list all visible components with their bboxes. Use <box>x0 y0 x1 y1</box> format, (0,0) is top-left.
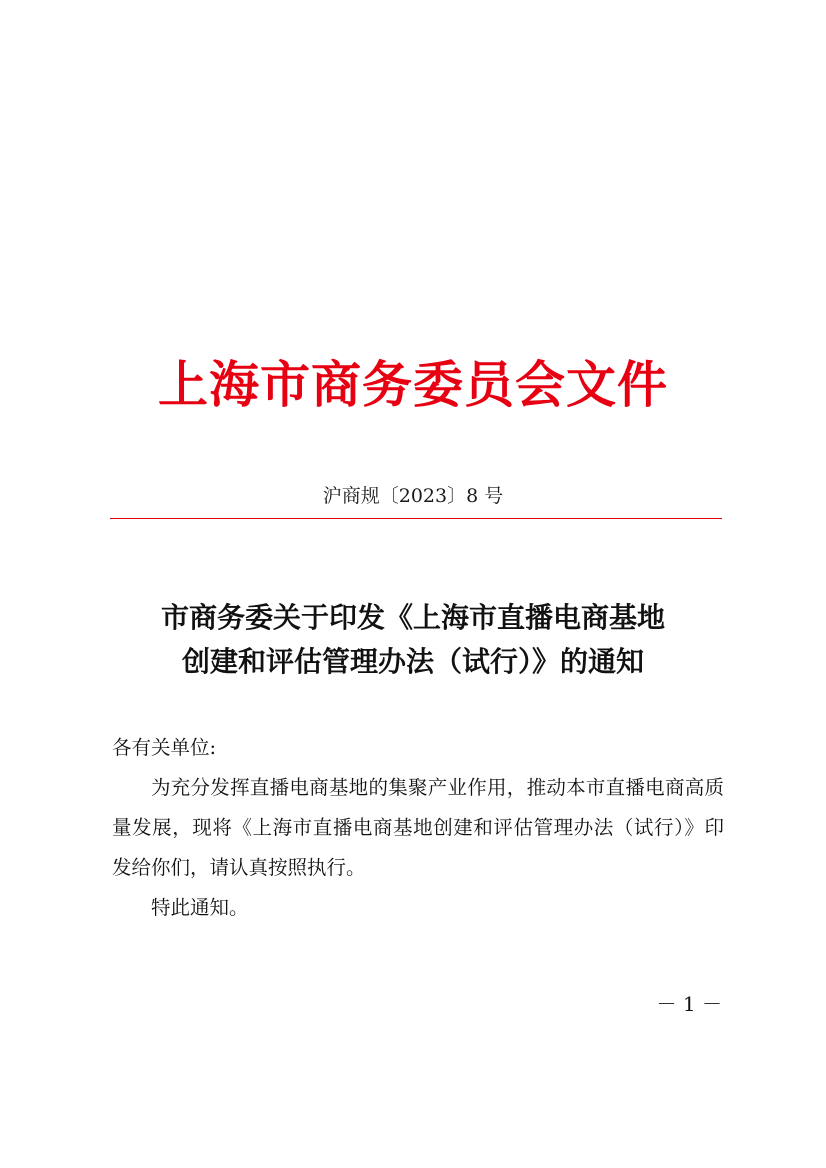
notice-body <box>112 728 724 928</box>
notice-title <box>0 596 826 684</box>
issuer-masthead: 上海市商务委员会文件 <box>158 355 668 414</box>
document-number: 沪商规〔2023〕8 号 <box>322 485 504 507</box>
page-number: － 1 － <box>656 992 722 1016</box>
salutation: 各有关单位: <box>112 736 217 759</box>
notice-title-line-2: 创建和评估管理办法（试行）》的通知 <box>181 645 644 678</box>
body-paragraph: 为充分发挥直播电商基地的集聚产业作用，推动本市直播电商高质量发展，现将《上海市直播电商基地创建和评估管理办法（试行）》印发给你们，请认真按照执行。 <box>112 776 724 879</box>
red-divider-line <box>110 518 722 519</box>
notice-title-line-1: 市商务委关于印发《上海市直播电商基地 <box>160 601 665 634</box>
closing-remark: 特此通知。 <box>151 896 249 919</box>
